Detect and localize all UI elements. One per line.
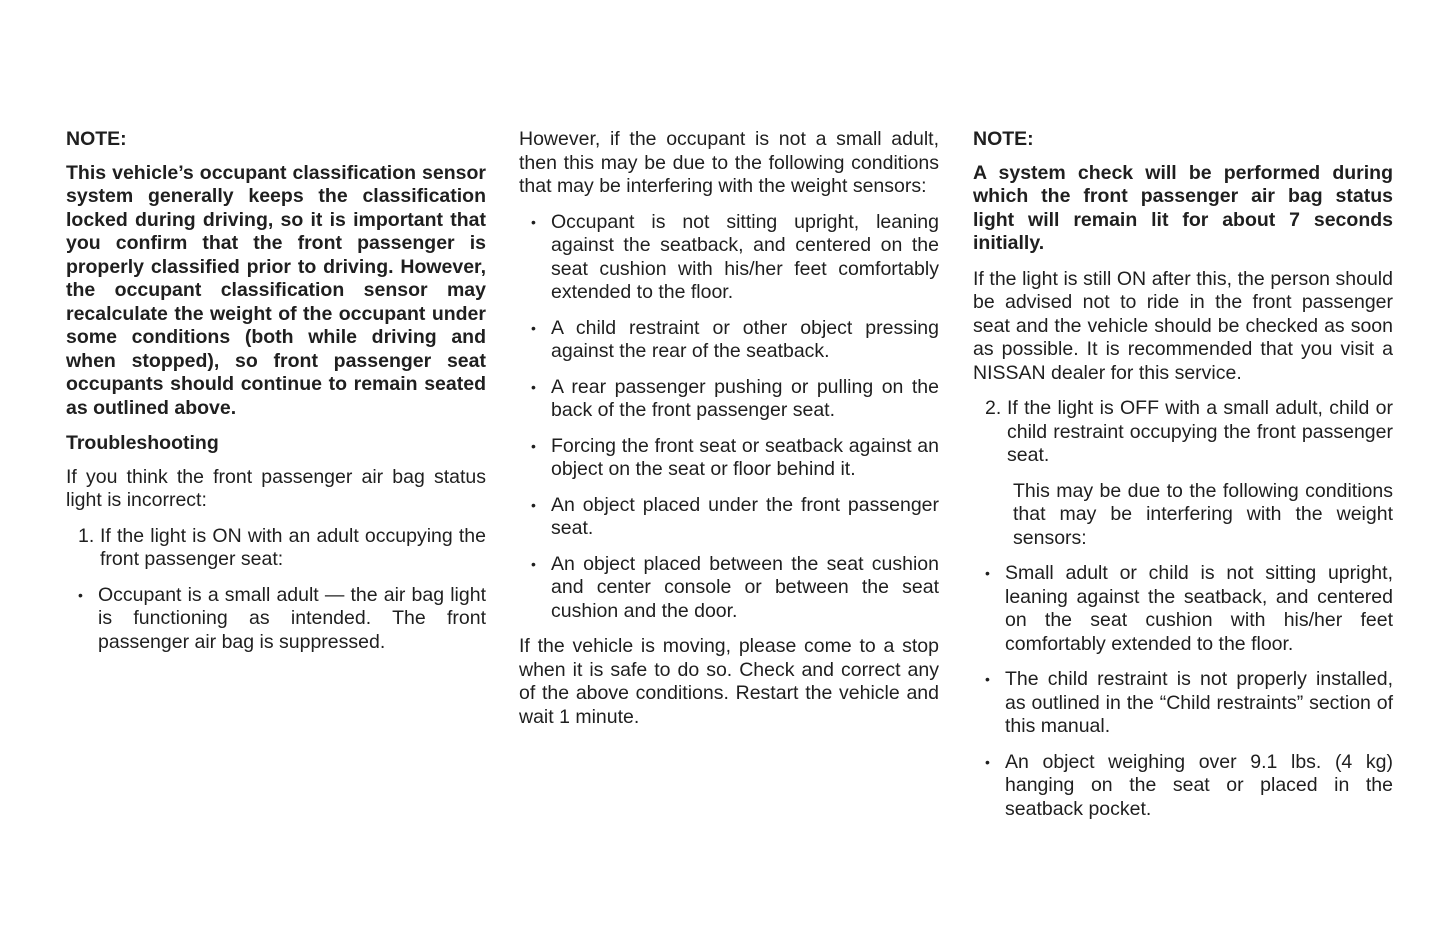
bullet-list xyxy=(973,562,1393,821)
item-subparagraph: This may be due to the following conditions that may be interfering with the weight sensors: xyxy=(1013,479,1393,549)
item-text: If the light is ON with an adult occupying the front passenger seat: xyxy=(100,524,486,570)
item-number: 1. xyxy=(78,524,95,547)
closing-paragraph: If the vehicle is moving, please come to a stop when it is safe to do so. Check and correct any of the above conditions. Restart the vehicle and wait 1 minute. xyxy=(519,635,939,728)
numbered-item-2 xyxy=(973,397,1393,468)
list-item: • The child restraint is not properly installed, as outlined in the “Child restraints” section of this manual. xyxy=(973,668,1393,739)
note-label: NOTE: xyxy=(66,128,127,150)
list-item: • An object placed under the front passenger seat. xyxy=(519,494,939,541)
list-item: • An object weighing over 9.1 lbs. (4 kg) hanging on the seat or placed in the seatback pocket. xyxy=(973,751,1393,822)
bullet-list xyxy=(519,211,939,624)
list-item: • An object placed between the seat cushion and center console or between the seat cushion and the door. xyxy=(519,553,939,624)
list-item: • A rear passenger pushing or pulling on the back of the front passenger seat. xyxy=(519,376,939,423)
list-item: • Forcing the front seat or seatback against an object on the seat or floor behind it. xyxy=(519,435,939,482)
conditions-intro: However, if the occupant is not a small adult, then this may be due to the following conditions that may be interfering with the weight sensors: xyxy=(519,128,939,197)
advisory-paragraph: If the light is still ON after this, the person should be advised not to ride in the front passenger seat and the vehicle should be checked as soon as possible. It is recommended that you visit a NISSAN dealer for this service. xyxy=(973,267,1393,384)
column-left xyxy=(66,128,486,666)
item-text: If the light is OFF with a small adult, child or child restraint occupying the front passenger seat. xyxy=(1007,397,1393,466)
column-middle xyxy=(519,128,939,741)
item-number: 2. xyxy=(985,397,1002,419)
list-item: • Occupant is not sitting upright, leaning against the seatback, and centered on the seat cushion with his/her feet comfortably extended to the floor. xyxy=(519,211,939,305)
troubleshooting-intro: If you think the front passenger air bag status light is incorrect: xyxy=(66,465,486,511)
note-label: NOTE: xyxy=(973,128,1034,150)
troubleshooting-heading: Troubleshooting xyxy=(66,432,219,454)
note-text: A system check will be performed during which the front passenger air bag status light will remain lit for about 7 seconds initially. xyxy=(973,161,1393,254)
numbered-item-1 xyxy=(66,525,486,572)
list-item: • A child restraint or other object pressing against the rear of the seatback. xyxy=(519,317,939,364)
bullet-list xyxy=(66,584,486,655)
list-item: • Small adult or child is not sitting upright, leaning against the seatback, and centered on the seat cushion with his/her feet comfortably extended to the floor. xyxy=(973,562,1393,656)
column-right xyxy=(973,128,1393,833)
note-text: This vehicle’s occupant classification sensor system generally keeps the classification locked during driving, so it is important that you confirm that the front passenger is properly classified prior to driving. However, the occupant classification sensor may recalculate the weight of the occupant under some conditions (both while driving and when stopped), so front passenger seat occupants should continue to remain seated as outlined above. xyxy=(66,161,486,419)
list-item: • Occupant is a small adult — the air bag light is functioning as intended. The front passenger air bag is suppressed. xyxy=(66,584,486,655)
